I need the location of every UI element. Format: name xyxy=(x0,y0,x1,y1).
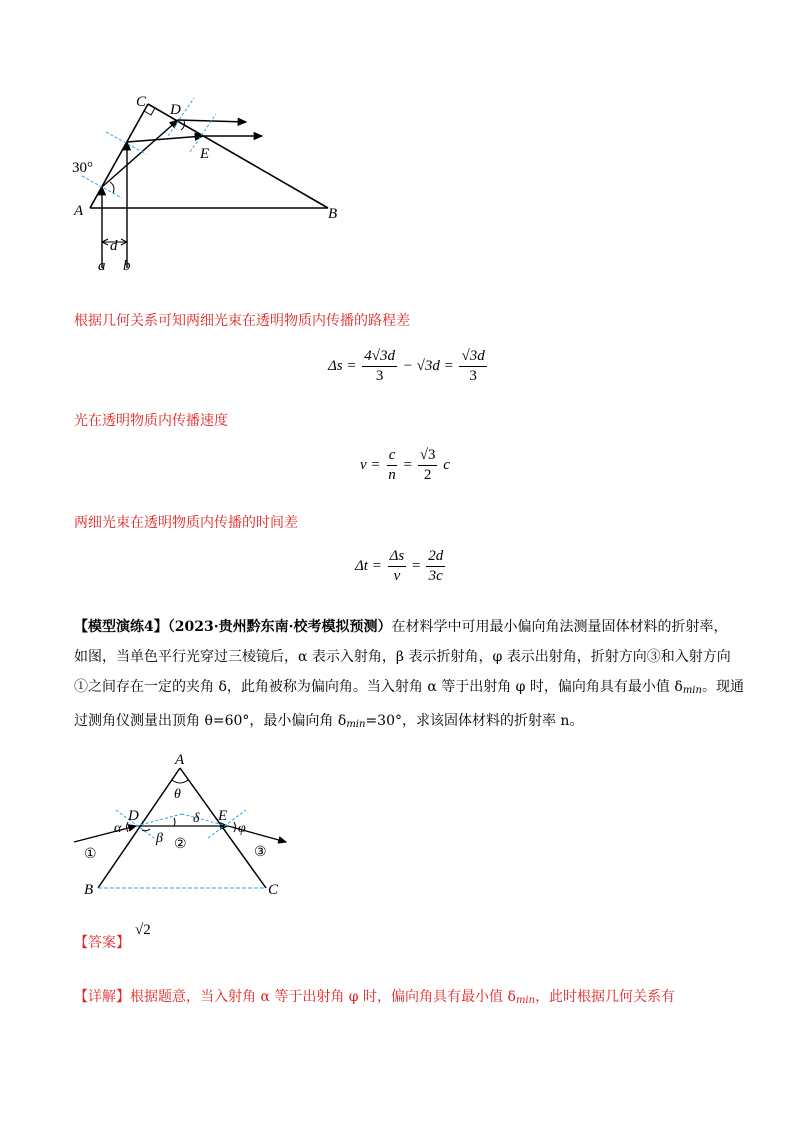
answer-value: √2 xyxy=(135,922,151,938)
equation-delta-s: Δs = $\frac{4√3d}{3}$ − √3d = $\frac{√3d}{3}$ xyxy=(328,348,485,385)
label-b-vertex: B xyxy=(328,206,338,222)
figure-prism-right-angle xyxy=(60,90,360,280)
figure-prism-deviation xyxy=(70,748,300,898)
svg-text:C: C xyxy=(268,882,279,898)
detail-text: 【详解】根据题意，当入射角 α 等于出射角 φ 时，偏向角具有最小值 $\delta_{min}$，此时根据几何关系有 xyxy=(74,989,676,1006)
svg-text:α: α xyxy=(114,821,122,836)
svg-text:①: ① xyxy=(84,847,97,862)
apex-angle-arc xyxy=(172,780,188,783)
label-d-width: d xyxy=(110,238,118,254)
svg-text:E: E xyxy=(218,808,228,824)
text-time-diff: 两细光束在透明物质内传播的时间差 xyxy=(74,515,298,531)
svg-text:A: A xyxy=(175,752,185,768)
text-light-speed: 光在透明物质内传播速度 xyxy=(74,413,228,429)
edge-ac xyxy=(90,104,148,208)
svg-text:β: β xyxy=(156,831,163,846)
label-e-point: E xyxy=(200,146,210,162)
ray-d-out xyxy=(178,120,246,122)
problem-statement: 【模型演练4】（2023·贵州黔东南·校考模拟预测）在材料学中可用最小偏向角法测量固体材料的折射率， 如图，当单色平行光穿过三棱镜后，α 表示入射角，β 表示折射角，φ 表示出射角，折射方向③和入射方向 ①之间存在一定的夹角 δ，此角被称为偏向角。当入射角 α 等于出射角 φ 时，偏向角具有最小值 $\delta_{min}$。现通 过测角仪测量出顶角 θ=60°，最小偏向角 $\delta_{min}=30^\circ$，求该固体材料的折射率 n。 xyxy=(74,619,744,730)
label-d-point: D xyxy=(170,102,181,118)
svg-text:③: ③ xyxy=(254,845,267,860)
label-a-vertex: A xyxy=(74,203,84,219)
equation-velocity: v = $\frac{c}{n}$ = $\frac{√3}{2}$ c xyxy=(360,447,450,484)
text-path-diff: 根据几何关系可知两细光束在透明物质内传播的路程差 xyxy=(74,313,410,329)
edge-cb xyxy=(148,104,328,208)
equation-delta-t: Δt = $\frac{\Delta s}{v}$ = $\frac{2d}{3c}$ xyxy=(355,548,444,585)
svg-text:②: ② xyxy=(174,837,187,852)
angle-arc-d xyxy=(181,121,185,130)
ray-b-inside xyxy=(127,136,203,142)
label-ray-a: a xyxy=(98,258,106,274)
ray-a-inside xyxy=(102,120,178,187)
emergent-ray xyxy=(228,826,286,842)
svg-text:D: D xyxy=(128,808,139,824)
svg-text:δ: δ xyxy=(193,811,200,826)
label-c-vertex: C xyxy=(136,94,147,110)
answer-tag: 【答案】 xyxy=(74,935,130,951)
normal-2 xyxy=(106,132,146,154)
label-ray-b: b xyxy=(123,258,131,274)
svg-text:B: B xyxy=(84,882,94,898)
svg-text:φ: φ xyxy=(238,821,246,836)
label-angle-30: 30° xyxy=(72,160,93,176)
svg-text:θ: θ xyxy=(174,787,181,802)
